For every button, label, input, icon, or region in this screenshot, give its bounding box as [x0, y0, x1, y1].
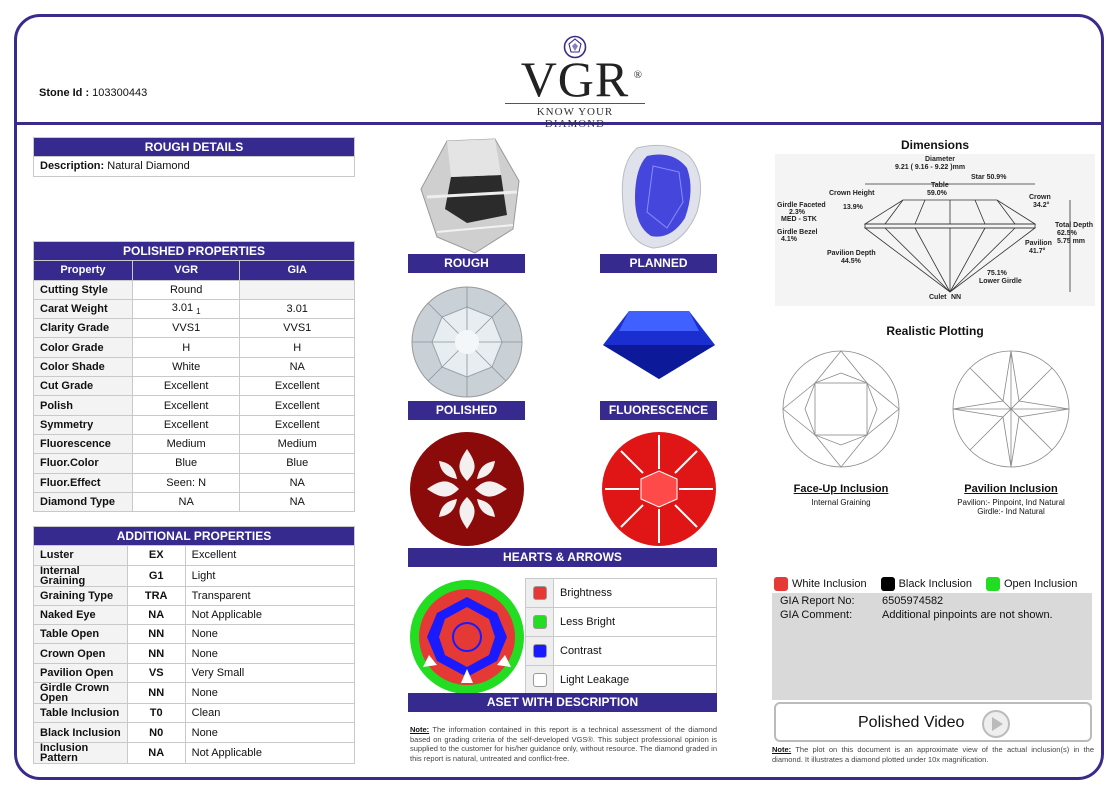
polished-row — [34, 299, 355, 318]
additional-property-code: N0 — [127, 723, 185, 742]
dimensions-diagram — [775, 154, 1095, 306]
gia-info-box — [772, 593, 1092, 700]
fluorescence-diamond-image — [599, 301, 719, 381]
star-label: Star — [971, 174, 985, 181]
color-swatch-icon — [533, 615, 547, 629]
total-depth-percent: 62.5% — [1057, 230, 1077, 237]
polished-gia-value: NA — [240, 473, 355, 492]
pavilion-angle-label: Pavilion — [1025, 240, 1052, 247]
color-swatch-icon — [881, 577, 895, 591]
polished-vgr-text: Seen: N — [166, 476, 207, 489]
polished-property-label: Color Grade — [34, 338, 133, 357]
hearts-arrows-caption: HEARTS & ARROWS — [408, 548, 717, 567]
polished-properties-table — [33, 241, 355, 512]
additional-property-label: Pavilion Open — [34, 663, 128, 682]
rough-caption: ROUGH — [408, 254, 525, 273]
planned-caption: PLANNED — [600, 254, 717, 273]
additional-property-code: EX — [127, 546, 185, 565]
additional-row — [34, 546, 355, 565]
polished-row — [34, 319, 355, 338]
total-depth-label: Total Depth — [1055, 222, 1093, 229]
polished-vgr-text: VVS1 — [172, 322, 201, 335]
pavilion-angle-value: 41.7° — [1029, 248, 1046, 255]
note-left-text: The information contained in this report is a technical assessment of the diamond based on grading criteria of the self-developed VGS®. This subject professional opinion is supplied to the customer for his/her guidance only, without resource. The diamond graded in this report is natural, untreated and conflict-free. — [410, 725, 718, 763]
polished-row — [34, 473, 355, 492]
polished-gia-value: NA — [240, 357, 355, 376]
additional-properties-title: ADDITIONAL PROPERTIES — [34, 527, 355, 546]
polished-gia-value: 3.01 — [240, 299, 355, 318]
stone-id-label: Stone Id : — [39, 87, 90, 99]
polished-vgr-text: 3.01 — [171, 301, 194, 314]
additional-row — [34, 742, 355, 763]
polished-gia-value: Excellent — [240, 415, 355, 434]
additional-row — [34, 605, 355, 624]
note-right-label: Note: — [772, 745, 792, 754]
polished-diamond-image — [410, 285, 524, 399]
brand-name — [505, 51, 645, 107]
crown-angle-label: Crown — [1029, 194, 1051, 201]
planned-diamond-image — [617, 142, 705, 252]
polished-properties-title: POLISHED PROPERTIES — [34, 242, 355, 261]
culet-value: NN — [951, 294, 962, 301]
polished-vgr-value — [132, 415, 240, 434]
rough-description — [34, 157, 355, 176]
aset-legend-label: Light Leakage — [554, 666, 717, 695]
polished-vgr-value — [132, 434, 240, 453]
face-up-inclusion-text: Internal Graining — [811, 498, 871, 507]
polished-property-label: Carat Weight — [34, 299, 133, 318]
additional-row — [34, 704, 355, 723]
inclusion-legend-item — [986, 578, 1077, 590]
additional-property-value: Not Applicable — [185, 605, 354, 624]
additional-property-code: NA — [127, 605, 185, 624]
culet-label: Culet — [929, 294, 947, 301]
polished-vgr-value — [132, 473, 240, 492]
girdle-bezel-label: Girdle Bezel — [777, 229, 818, 236]
fluorescence-caption: FLUORESCENCE — [600, 401, 717, 420]
additional-property-label: Crown Open — [34, 644, 128, 663]
additional-property-label: Inclusion Pattern — [34, 742, 128, 763]
aset-legend-label: Less Bright — [554, 608, 717, 637]
additional-property-code: T0 — [127, 704, 185, 723]
inclusion-legend — [774, 577, 1094, 591]
polished-row — [34, 357, 355, 376]
polished-video-label: Polished Video — [858, 714, 965, 731]
polished-vgr-text: Round — [169, 283, 203, 296]
polished-row — [34, 492, 355, 511]
additional-row — [34, 723, 355, 742]
polished-property-label: Clarity Grade — [34, 319, 133, 338]
polished-vgr-text: Excellent — [163, 418, 209, 431]
aset-legend-label: Brightness — [554, 579, 717, 608]
girdle-faceted-label: Girdle Faceted — [777, 202, 826, 209]
aset-legend-label: Contrast — [554, 637, 717, 666]
aset-image — [409, 579, 525, 695]
color-swatch-icon — [774, 577, 788, 591]
polished-vgr-value — [132, 357, 240, 376]
report-header — [17, 17, 1101, 130]
additional-property-label: Table Open — [34, 625, 128, 644]
polished-property-label: Symmetry — [34, 415, 133, 434]
additional-property-value: Transparent — [185, 586, 354, 605]
play-icon — [981, 709, 1011, 739]
polished-property-label: Polish — [34, 396, 133, 415]
additional-property-code: NN — [127, 683, 185, 704]
crown-height-label: Crown Height — [829, 190, 875, 197]
brand-text: VGR — [520, 51, 630, 107]
polished-row — [34, 454, 355, 473]
aset-legend-swatch-cell — [526, 608, 554, 637]
table-value: 59.0% — [927, 190, 947, 197]
additional-property-code: NA — [127, 742, 185, 763]
pavilion-depth-label: Pavilion Depth — [827, 250, 876, 257]
aset-legend — [525, 578, 717, 695]
inclusion-legend-item — [774, 578, 867, 590]
gia-report-label: GIA Report No: — [780, 595, 855, 607]
polished-vgr-text: Blue — [175, 457, 198, 470]
stone-id — [39, 87, 147, 99]
aset-legend-row — [526, 637, 717, 666]
additional-property-value: Not Applicable — [185, 742, 354, 763]
rough-diamond-image — [417, 137, 527, 255]
additional-property-code: NN — [127, 625, 185, 644]
additional-property-code: TRA — [127, 586, 185, 605]
note-left-label: Note: — [410, 725, 430, 734]
additional-property-label: Black Inclusion — [34, 723, 128, 742]
aset-legend-row — [526, 579, 717, 608]
note-right-text: The plot on this document is an approximate view of the actual inclusion(s) in the diamond. It illustrates a diamond plotted under 10x magnification. — [772, 745, 1094, 764]
face-up-inclusion-title: Face-Up Inclusion — [793, 483, 889, 495]
additional-property-value: Clean — [185, 704, 354, 723]
polished-gia-value: Medium — [240, 434, 355, 453]
aset-legend-swatch-cell — [526, 579, 554, 608]
additional-property-value: Excellent — [185, 546, 354, 565]
polished-row — [34, 434, 355, 453]
polished-vgr-value — [132, 280, 240, 299]
registered-mark: ® — [633, 69, 643, 81]
additional-property-code: VS — [127, 663, 185, 682]
additional-property-code: G1 — [127, 565, 185, 586]
vgr-logo — [505, 35, 645, 130]
face-up-plot — [781, 349, 901, 469]
girdle-bezel-value: 4.1% — [781, 236, 797, 243]
report-frame — [14, 14, 1104, 780]
brand-tagline: KNOW YOUR DIAMOND — [505, 103, 645, 130]
note-right — [772, 745, 1094, 764]
additional-property-value: Light — [185, 565, 354, 586]
polished-vgr-text: Excellent — [163, 380, 209, 393]
crown-angle-value: 34.2° — [1033, 202, 1050, 209]
column-header-gia: GIA — [240, 261, 355, 280]
pavilion-plot — [951, 349, 1071, 469]
dimensions-labels — [775, 154, 1095, 306]
polished-gia-value: H — [240, 338, 355, 357]
girdle-description: MED - STK — [781, 216, 817, 223]
realistic-plotting-title: Realistic Plotting — [886, 324, 984, 338]
additional-property-code: NN — [127, 644, 185, 663]
inclusion-legend-label: White Inclusion — [792, 577, 867, 590]
polished-vgr-subscript: 1 — [196, 307, 201, 317]
polished-row — [34, 338, 355, 357]
additional-property-label: Girdle Crown Open — [34, 683, 128, 704]
polished-gia-value: Excellent — [240, 396, 355, 415]
total-depth-mm: 5.75 mm — [1057, 238, 1086, 245]
polished-gia-value: NA — [240, 492, 355, 511]
gia-comment-label: GIA Comment: — [780, 609, 853, 621]
color-swatch-icon — [533, 673, 547, 687]
polished-row — [34, 280, 355, 299]
rough-details-title: ROUGH DETAILS — [34, 138, 355, 157]
crown-height-value: 13.9% — [843, 204, 863, 211]
additional-property-value: None — [185, 644, 354, 663]
lower-girdle-label: Lower Girdle — [979, 278, 1022, 285]
lower-girdle-value: 75.1% — [987, 270, 1007, 277]
star-value: 50.9% — [986, 174, 1007, 181]
additional-property-label: Table Inclusion — [34, 704, 128, 723]
color-swatch-icon — [533, 586, 547, 600]
polished-property-label: Diamond Type — [34, 492, 133, 511]
polished-row — [34, 377, 355, 396]
additional-row — [34, 625, 355, 644]
additional-property-label: Naked Eye — [34, 605, 128, 624]
polished-caption: POLISHED — [408, 401, 525, 420]
additional-row — [34, 586, 355, 605]
additional-row — [34, 565, 355, 586]
star — [971, 174, 1006, 181]
polished-property-label: Cut Grade — [34, 377, 133, 396]
polished-gia-value: VVS1 — [240, 319, 355, 338]
inclusion-legend-item — [881, 578, 972, 590]
polished-gia-value — [240, 280, 355, 299]
polished-vgr-text: Medium — [166, 438, 206, 451]
inclusion-legend-label: Open Inclusion — [1003, 577, 1078, 590]
polished-vgr-text: NA — [178, 496, 194, 508]
inclusion-legend-label: Black Inclusion — [898, 577, 972, 590]
polished-property-label: Fluor.Color — [34, 454, 133, 473]
additional-property-label: Luster — [34, 546, 128, 565]
additional-property-value: None — [185, 683, 354, 704]
diameter-label: Diameter — [925, 156, 955, 163]
additional-row — [34, 663, 355, 682]
rough-details-table — [33, 137, 355, 177]
polished-property-label: Fluorescence — [34, 434, 133, 453]
hearts-image — [409, 431, 525, 547]
column-header-property: Property — [34, 261, 133, 280]
face-up-inclusion — [781, 483, 901, 507]
additional-property-label: Graining Type — [34, 586, 128, 605]
polished-gia-value: Blue — [240, 454, 355, 473]
additional-property-value: None — [185, 723, 354, 742]
rough-description-value: Natural Diamond — [107, 160, 190, 173]
stone-id-value: 103300443 — [92, 87, 148, 99]
column-header-vgr: VGR — [132, 261, 240, 280]
polished-video-button[interactable] — [774, 702, 1092, 742]
pavilion-inclusion — [941, 483, 1081, 516]
additional-row — [34, 644, 355, 663]
polished-vgr-value — [132, 492, 240, 511]
aset-caption: ASET WITH DESCRIPTION — [408, 693, 717, 712]
aset-legend-swatch-cell — [526, 666, 554, 695]
color-swatch-icon — [533, 644, 547, 658]
polished-vgr-value — [132, 377, 240, 396]
polished-row — [34, 396, 355, 415]
arrows-image — [601, 431, 717, 547]
aset-legend-row — [526, 608, 717, 637]
polished-vgr-text: White — [172, 360, 201, 373]
rough-description-label: Description: — [40, 160, 105, 173]
additional-property-value: Very Small — [185, 663, 354, 682]
polished-vgr-value — [132, 338, 240, 357]
note-left — [410, 725, 717, 763]
pavilion-depth-value: 44.5% — [841, 258, 861, 265]
polished-gia-value: Excellent — [240, 377, 355, 396]
color-swatch-icon — [986, 577, 1000, 591]
gia-report-number: 6505974582 — [882, 595, 944, 607]
additional-properties-table — [33, 526, 355, 764]
polished-vgr-text: H — [182, 341, 191, 354]
polished-vgr-value — [132, 319, 240, 338]
polished-property-label: Fluor.Effect — [34, 473, 133, 492]
gia-comment-text: Additional pinpoints are not shown. — [882, 609, 1053, 621]
aset-legend-row — [526, 666, 717, 695]
polished-property-label: Cutting Style — [34, 280, 133, 299]
diameter-value: 9.21 ( 9.16 - 9.22 )mm — [895, 164, 966, 171]
additional-row — [34, 683, 355, 704]
polished-vgr-value — [132, 396, 240, 415]
pavilion-inclusion-text-2: Girdle:- Ind Natural — [977, 507, 1045, 516]
pavilion-inclusion-title: Pavilion Inclusion — [964, 483, 1058, 495]
polished-row — [34, 415, 355, 434]
table-label: Table — [931, 182, 949, 189]
polished-vgr-value — [132, 454, 240, 473]
dimensions-title: Dimensions — [900, 138, 969, 152]
polished-property-label: Color Shade — [34, 357, 133, 376]
polished-vgr-value — [132, 299, 240, 318]
additional-property-label: Internal Graining — [34, 565, 128, 586]
aset-legend-swatch-cell — [526, 637, 554, 666]
girdle-percent: 2.3% — [789, 209, 805, 216]
additional-property-value: None — [185, 625, 354, 644]
pavilion-inclusion-text-1: Pavilion:- Pinpoint, Ind Natural — [957, 498, 1065, 507]
polished-vgr-text: Excellent — [163, 399, 209, 412]
